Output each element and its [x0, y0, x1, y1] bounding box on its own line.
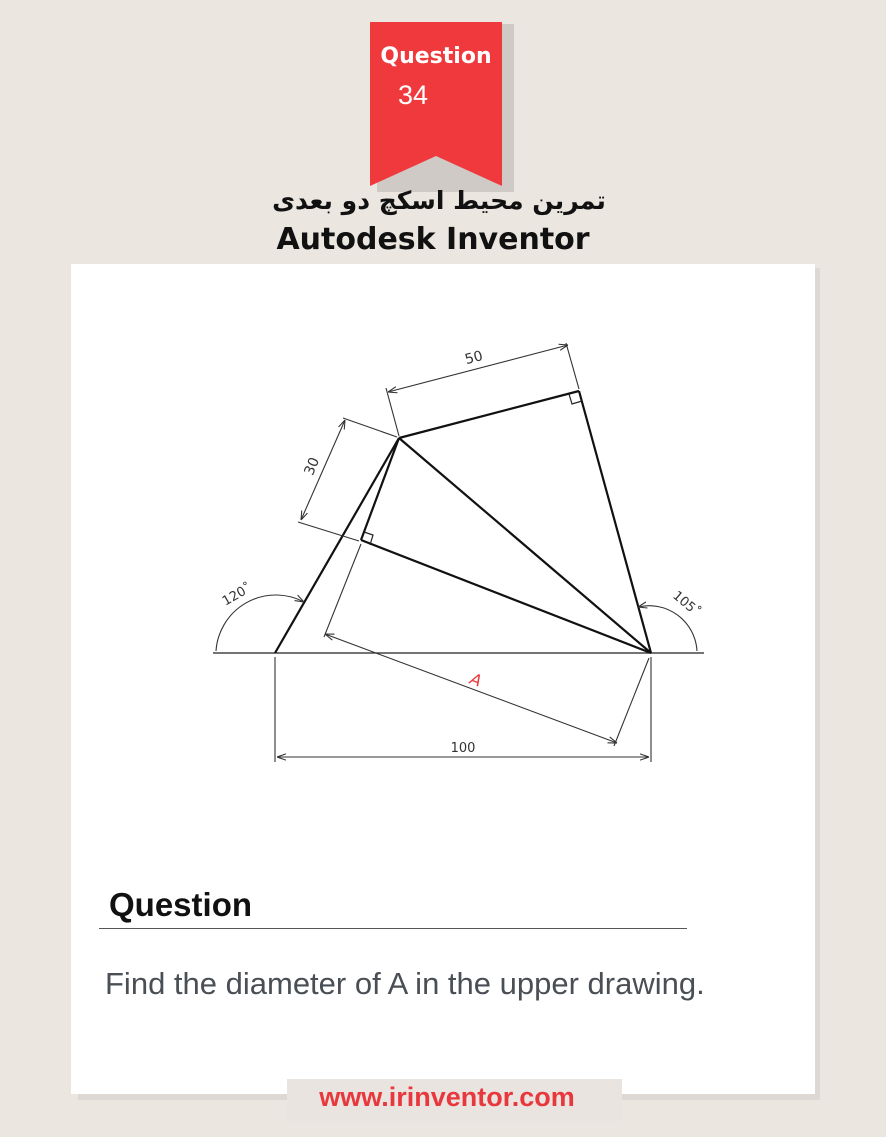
edge-top: [399, 391, 579, 438]
app-title: Autodesk Inventor: [276, 222, 590, 257]
edge-diagonal: [399, 438, 651, 653]
edge-inner: [361, 540, 651, 653]
dim-label-100: 100: [450, 741, 476, 756]
edge-right: [579, 391, 651, 653]
question-text: Find the diameter of A in the upper drawing.: [105, 966, 705, 1001]
ext-line-a-right: [614, 658, 649, 746]
ext-line-50-right: [566, 343, 579, 389]
question-number: 34: [398, 80, 429, 110]
dim-label-30: 30: [301, 455, 324, 478]
question-heading: Question: [109, 886, 253, 923]
dim-label-a: A: [467, 669, 485, 691]
dim-label-50: 50: [463, 348, 485, 369]
angle-label-105: 105˚: [669, 588, 704, 621]
persian-title: تمرین محیط اسکچ دو بعدی: [272, 186, 606, 215]
question-badge-label: Question: [380, 44, 492, 69]
dim-line-a: [325, 634, 617, 743]
edge-left: [275, 438, 399, 653]
footer-url-link[interactable]: www.irinventor.com: [319, 1082, 575, 1112]
heading-divider: [99, 928, 687, 929]
angle-label-120: 120˚: [219, 580, 255, 610]
ext-line-50-left: [386, 388, 399, 436]
ext-line-30-top: [343, 418, 397, 437]
edge-inner-upper: [361, 438, 399, 540]
